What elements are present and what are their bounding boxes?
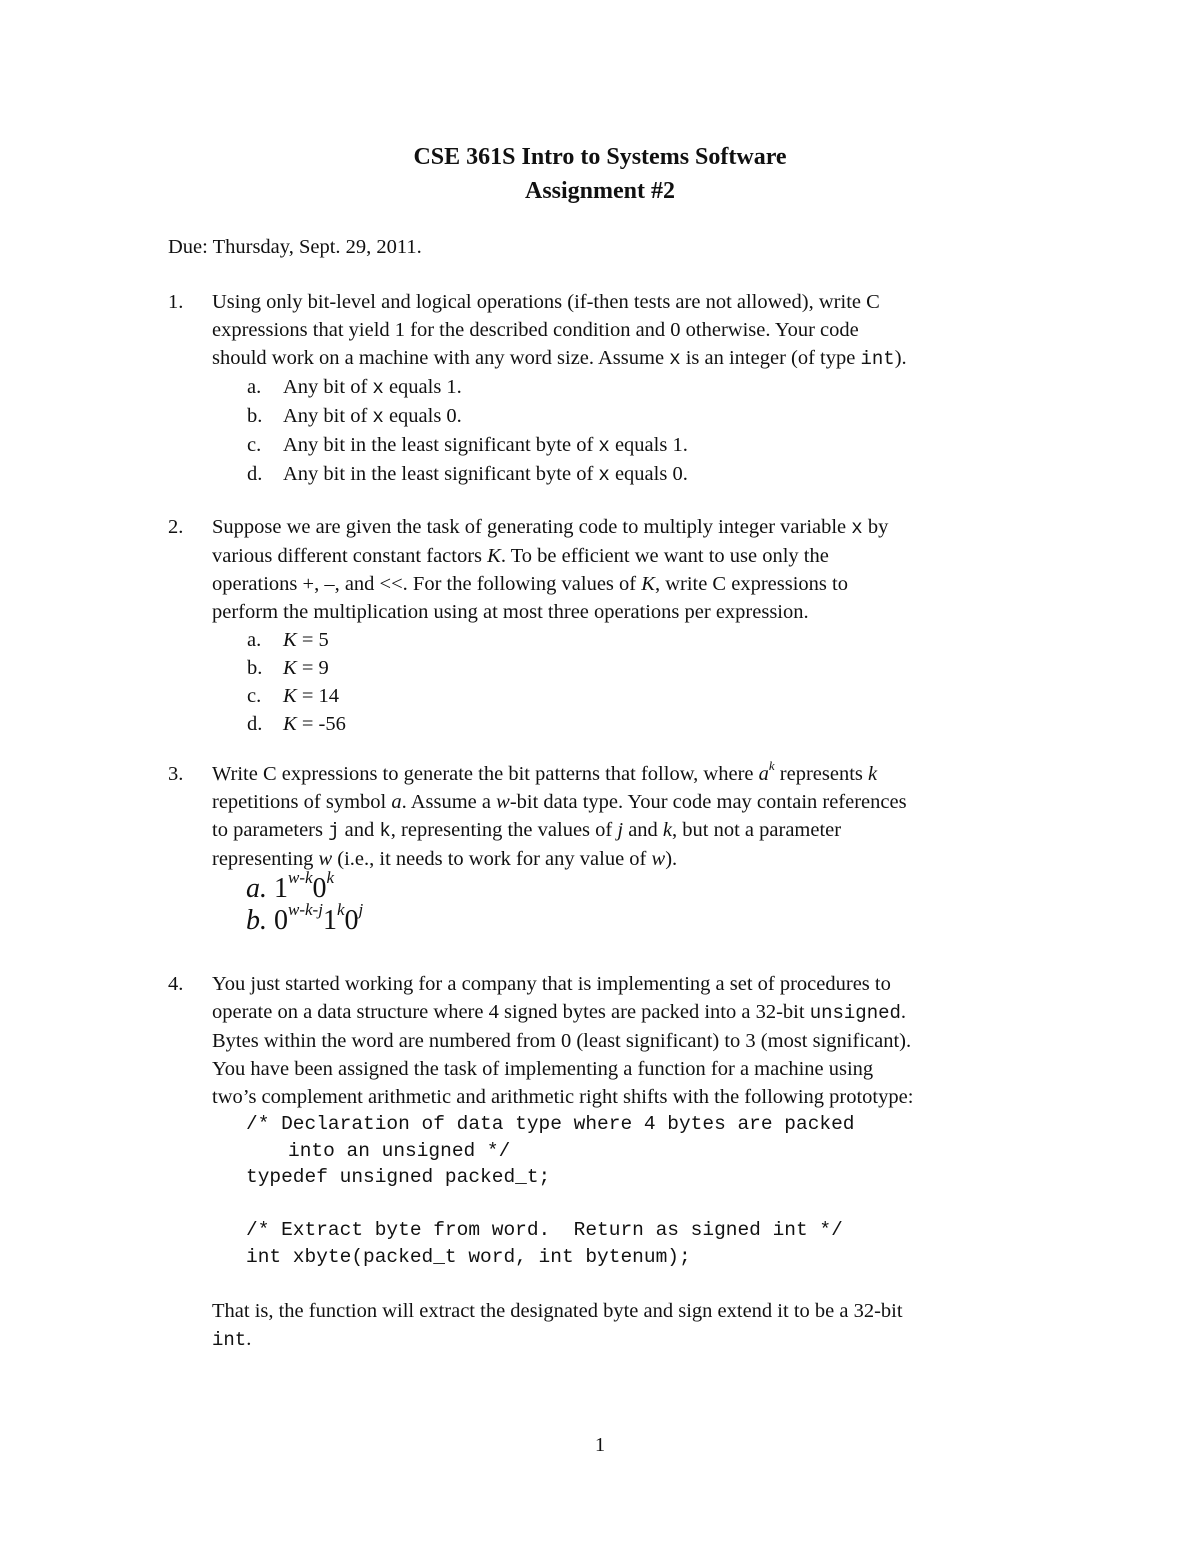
question-number: 4. — [168, 973, 184, 995]
q4-line: two’s complement arithmetic and arithmetic right shifts with the following prototype: — [212, 1086, 914, 1108]
q4-line: Bytes within the word are numbered from 0 (least significant) to 3 (most significant). — [212, 1030, 912, 1052]
q3-pattern-a: a. 1$^{w-k}$0$^k$ — [246, 867, 335, 904]
question-3 — [168, 760, 1048, 937]
code-int: int — [860, 348, 895, 370]
question-2 — [168, 513, 1048, 738]
q1-item-d: d. Any bit in the least significant byte of x equals 0. — [247, 463, 688, 486]
q3-line: to parameters j and k, representing the values of j and k, but not a parameter — [212, 819, 842, 842]
q1-line: Using only bit-level and logical operations (if-then tests are not allowed), write C — [212, 291, 880, 313]
q4-line: operate on a data structure where 4 signed bytes are packed into a 32-bit unsigned. — [212, 1001, 907, 1024]
due-date: Due: Thursday, Sept. 29, 2011. — [168, 236, 422, 258]
q2-item-d: d. K = -56 — [247, 713, 346, 735]
course-title: CSE 361S Intro to Systems Software — [413, 144, 787, 170]
q3-line: repetitions of symbol a. Assume a w-bit data type. Your code may contain references — [212, 791, 907, 813]
q2-line: operations +, –, and <<. For the following values of K, write C expressions to — [212, 573, 848, 595]
q2-item-c: c. K = 14 — [247, 685, 339, 707]
q4-line: That is, the function will extract the designated byte and sign extend it to be a 32-bit — [212, 1299, 903, 1322]
q4-line: int. — [212, 1327, 252, 1351]
question-1 — [168, 288, 1048, 489]
q4-line: You have been assigned the task of implementing a function for a machine using — [212, 1058, 874, 1080]
q3-pattern-b: b. 0$^{w-k-j}$1$^k$0$^j$ — [246, 899, 364, 936]
question-4 — [168, 970, 1048, 1354]
code-line: into an unsigned */ — [288, 1139, 511, 1162]
q3-line: Write C expressions to generate the bit patterns that follow, where $a^k$ represents k — [212, 758, 878, 785]
q2-line: perform the multiplication using at most three operations per expression. — [212, 601, 809, 623]
q1-line: should work on a machine with any word size. Assume x is an integer (of type int). — [212, 347, 907, 370]
q1-item-c: c. Any bit in the least significant byte of x equals 1. — [247, 434, 688, 457]
question-number: 2. — [168, 516, 184, 538]
q2-item-b: b. K = 9 — [247, 657, 329, 679]
code-x: x — [669, 348, 681, 370]
q2-line: various different constant factors K. To be efficient we want to use only the — [212, 545, 829, 567]
code-line: /* Declaration of data type where 4 bytes are packed — [246, 1113, 855, 1135]
code-line: int xbyte(packed_t word, int bytenum); — [246, 1245, 691, 1268]
code-line: /* Extract byte from word. Return as signed int */ — [246, 1219, 843, 1241]
q1-item-b: b. Any bit of x equals 0. — [247, 405, 462, 428]
question-number: 3. — [168, 763, 184, 785]
assignment-title: Assignment #2 — [524, 178, 675, 204]
q2-line: Suppose we are given the task of generating code to multiply integer variable x by — [212, 516, 889, 539]
q4-line: You just started working for a company that is implementing a set of procedures to — [212, 973, 891, 995]
code-line: typedef unsigned packed_t; — [246, 1166, 551, 1188]
document-title — [0, 140, 1200, 208]
q1-line: expressions that yield 1 for the described condition and 0 otherwise. Your code — [212, 319, 859, 341]
question-number: 1. — [168, 291, 184, 313]
q3-line: representing w (i.e., it needs to work for any value of w). — [212, 848, 678, 870]
q2-item-a: a. K = 5 — [247, 629, 329, 651]
q1-item-a: a. Any bit of x equals 1. — [247, 376, 462, 399]
page-number: 1 — [594, 1434, 606, 1456]
